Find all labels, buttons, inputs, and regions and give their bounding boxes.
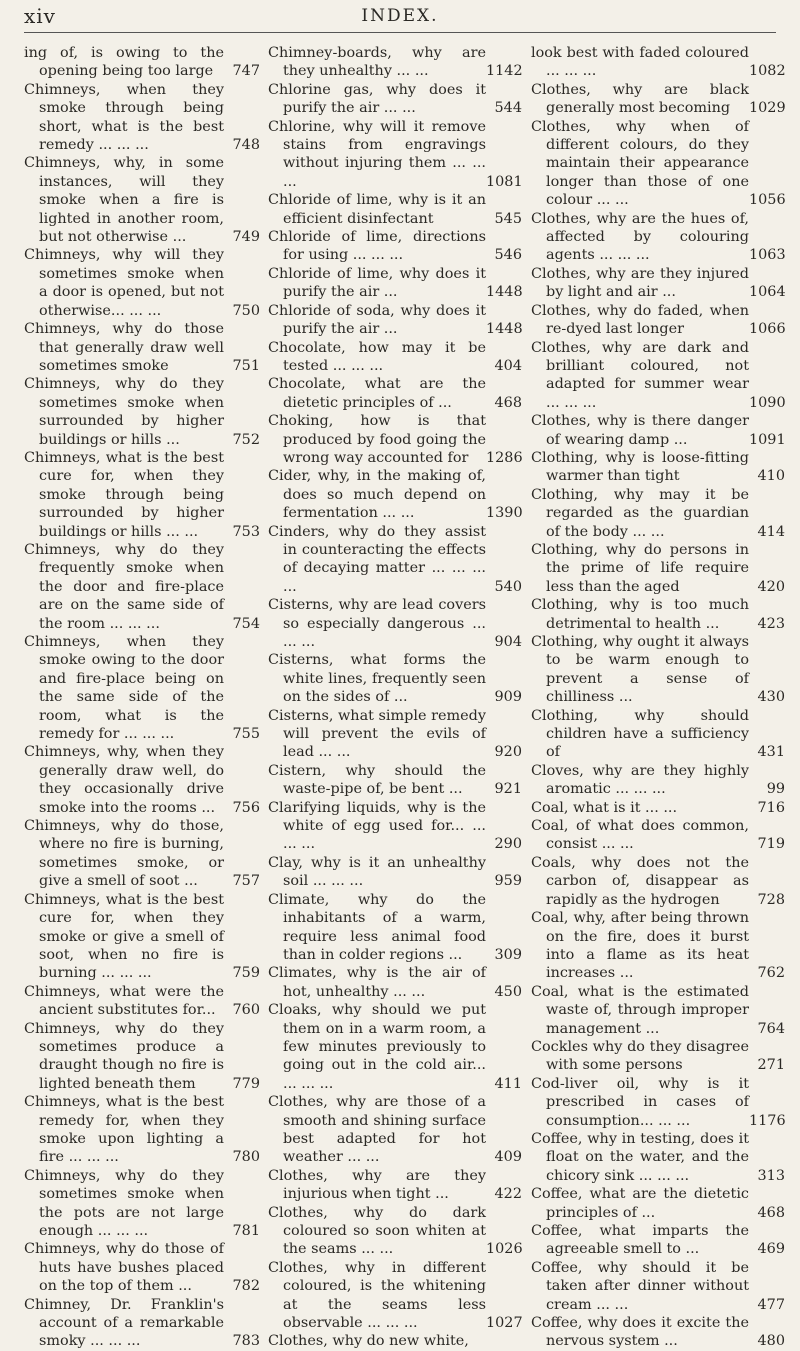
- entry-page-number: 1448: [486, 284, 523, 301]
- entry-page-number: 404: [494, 357, 522, 374]
- entry-text: Chimneys, why do those of huts have bushes placed on the top of them ...: [24, 1241, 224, 1295]
- index-entry: [268, 375, 522, 412]
- page-header: [24, 2, 776, 33]
- entry-text: Chloride of lime, why is it an efficient disinfectant: [268, 192, 486, 227]
- entry-text: Cloves, why are they highly aromatic ... ... ...: [531, 762, 749, 798]
- index-entry: [268, 1259, 522, 1333]
- index-entry: [24, 633, 260, 743]
- entry-page-number: 410: [757, 468, 785, 485]
- index-entry: [268, 762, 522, 799]
- running-head: INDEX.: [361, 6, 439, 26]
- index-entry: [531, 81, 785, 118]
- index-entry: [268, 596, 522, 651]
- entry-text: Cisterns, what forms the white lines, frequently seen on the sides of ...: [268, 652, 486, 706]
- entry-page-number: 754: [232, 615, 260, 632]
- entry-page-number: 1029: [749, 100, 786, 117]
- entry-page-number: 750: [232, 302, 260, 319]
- index-entry: [268, 302, 522, 339]
- entry-page-number: 540: [494, 578, 522, 595]
- index-entry: [24, 743, 260, 817]
- entry-page-number: 757: [232, 873, 260, 890]
- entry-text: Chloride of lime, directions for using ... ... ...: [268, 229, 486, 264]
- index-entry: [24, 375, 260, 449]
- index-entry: [531, 633, 785, 707]
- entry-page-number: 760: [232, 1002, 260, 1019]
- entry-page-number: 781: [232, 1223, 260, 1239]
- entry-page-number: 959: [494, 873, 522, 890]
- entry-text: Chimneys, why do those that generally draw well sometimes smoke: [24, 321, 224, 374]
- entry-text: Clothes, why do new white,: [268, 1333, 469, 1350]
- entry-text: Coal, why, after being thrown on the fire, does it burst into a flame as its heat increases ...: [531, 910, 749, 982]
- entry-text: Chimneys, what is the best cure for, when they smoke or give a smell of soot, when no fire is burning ... ... ...: [24, 891, 224, 982]
- entry-text: Choking, how is that produced by food going the wrong way accounted for: [268, 413, 486, 466]
- entry-text: Clothing, why ought it always to be warm enough to prevent a sense of chilliness ...: [531, 634, 749, 706]
- entry-text: Coffee, why should it be taken after dinner without cream ... ...: [531, 1259, 749, 1313]
- entry-text: Clothes, why do faded, when re-dyed last longer: [531, 302, 749, 338]
- entry-text: Clothing, why do persons in the prime of life require less than the aged: [531, 541, 749, 595]
- entry-text: Chimneys, why do those, where no fire is burning, sometimes smoke, or give a smell of soot ...: [24, 818, 224, 890]
- index-entry: [268, 964, 522, 1001]
- entry-page-number: 468: [494, 394, 522, 411]
- index-entry: [24, 1167, 260, 1241]
- entry-page-number: 1056: [749, 192, 786, 209]
- entry-text: ing of, is owing to the opening being too large: [24, 45, 224, 80]
- index-entry: [531, 412, 785, 449]
- entry-text: Climates, why is the air of hot, unhealthy ... ...: [268, 965, 486, 1000]
- entry-text: Coffee, why does it excite the nervous system ...: [531, 1315, 749, 1350]
- entry-text: Chimneys, what were the ancient substitutes for...: [24, 983, 224, 1019]
- entry-page-number: 752: [232, 431, 260, 448]
- entry-page-number: 469: [757, 1241, 785, 1258]
- entry-page-number: 759: [232, 965, 260, 982]
- entry-page-number: 1091: [749, 431, 786, 448]
- index-entry: [531, 854, 785, 909]
- index-entry: [268, 1204, 522, 1259]
- entry-page-number: 414: [757, 523, 785, 540]
- index-entry: [268, 1332, 522, 1350]
- index-entry: [268, 44, 522, 81]
- entry-text: Chlorine, why will it remove stains from engravings without injuring them ... ... ...: [268, 118, 486, 190]
- entry-page-number: 921: [494, 781, 522, 798]
- entry-page-number: 423: [757, 615, 785, 632]
- entry-page-number: 480: [757, 1333, 785, 1350]
- entry-page-number: 728: [757, 891, 785, 908]
- index-entry: [531, 596, 785, 633]
- entry-text: Chocolate, what are the dietetic principles of ...: [268, 376, 486, 411]
- index-entry: [24, 246, 260, 320]
- entry-page-number: 1082: [749, 63, 786, 80]
- entry-page-number: 544: [494, 100, 522, 117]
- entry-text: Chloride of soda, why does it purify the air ...: [268, 302, 486, 338]
- entry-page-number: 755: [232, 726, 260, 743]
- entry-page-number: 1027: [486, 1315, 523, 1332]
- index-entry: [24, 891, 260, 983]
- entry-text: Clothing, why may it be regarded as the guardian of the body ... ...: [531, 486, 749, 540]
- entry-page-number: 422: [494, 1186, 522, 1203]
- index-entry: [24, 1296, 260, 1351]
- entry-page-number: 1081: [486, 173, 523, 190]
- index-entry: [24, 541, 260, 633]
- index-column-3: [531, 44, 786, 1350]
- entry-text: Chocolate, how may it be tested ... ... ...: [268, 339, 486, 374]
- index-entry: [531, 44, 785, 81]
- index-entry: [531, 1130, 785, 1185]
- index-entry: [531, 265, 785, 302]
- entry-text: Clothing, why is loose-fitting warmer than tight: [531, 449, 749, 485]
- entry-text: Cisterns, why are lead covers so especially dangerous ... ... ...: [268, 597, 486, 650]
- index-entry: [24, 1093, 260, 1167]
- index-entry: [268, 651, 522, 706]
- index-entry: [24, 320, 260, 375]
- entry-page-number: 420: [757, 578, 785, 595]
- entry-text: Chimney-boards, why are they unhealthy ... ...: [268, 45, 486, 80]
- index-entry: [531, 1038, 785, 1075]
- entry-text: look best with faded coloured ... ... ...: [531, 45, 749, 80]
- entry-page-number: 1064: [749, 284, 786, 301]
- entry-text: Chimneys, why, when they generally draw well, do they occasionally drive smoke into the rooms ...: [24, 744, 224, 816]
- index-entry: [531, 983, 785, 1038]
- entry-text: Coal, what is it ... ...: [531, 799, 678, 816]
- entry-page-number: 468: [757, 1204, 785, 1221]
- index-entry: [531, 1314, 785, 1351]
- index-entry: [531, 210, 785, 265]
- entry-text: Coffee, what imparts the agreeable smell to ...: [531, 1223, 749, 1258]
- entry-page-number: 753: [232, 523, 260, 540]
- entry-text: Chimneys, why do they frequently smoke when the door and fire-place are on the same side of the room ... ... ...: [24, 541, 224, 632]
- entry-page-number: 99: [766, 781, 785, 798]
- index-entry: [531, 1222, 785, 1259]
- entry-page-number: 748: [232, 137, 260, 154]
- entry-text: Cistern, why should the waste-pipe of, be bent ...: [268, 762, 486, 798]
- index-entry: [24, 449, 260, 541]
- index-entry: [531, 1075, 785, 1130]
- entry-text: Chimneys, why will they sometimes smoke when a door is opened, but not otherwise... ... ...: [24, 247, 224, 319]
- entry-page-number: 751: [232, 357, 260, 374]
- index-entry: [531, 339, 785, 413]
- index-entry: [268, 854, 522, 891]
- entry-text: Clothes, why are dark and brilliant coloured, not adapted for summer wear ... ... ...: [531, 339, 749, 411]
- index-column-2: [268, 44, 523, 1350]
- index-entry: [268, 118, 522, 192]
- entry-page-number: 411: [494, 1075, 522, 1092]
- page-number: xiv: [24, 4, 56, 28]
- entry-text: Cider, why, in the making of, does so much depend on fermentation ... ...: [268, 468, 486, 522]
- entry-text: Clay, why is it an unhealthy soil ... ... ...: [268, 854, 486, 890]
- entry-text: Clothes, why do dark coloured so soon whiten at the seams ... ...: [268, 1204, 486, 1258]
- index-entry: [268, 1001, 522, 1093]
- index-entry: [268, 891, 522, 965]
- entry-page-number: 719: [757, 836, 785, 853]
- index-entry: [24, 1020, 260, 1094]
- entry-page-number: 1090: [749, 394, 786, 411]
- index-entry: [531, 909, 785, 983]
- entry-text: Clothes, why are they injured by light and air ...: [531, 265, 749, 301]
- entry-text: Clothing, why is too much detrimental to health ...: [531, 597, 749, 632]
- entry-text: Clothes, why are those of a smooth and shining surface best adapted for hot weather ... ...: [268, 1094, 486, 1166]
- entry-page-number: 920: [494, 744, 522, 761]
- index-entry: [268, 191, 522, 228]
- entry-page-number: 1448: [486, 321, 523, 338]
- index-entry: [531, 541, 785, 596]
- entry-page-number: 780: [232, 1149, 260, 1166]
- entry-page-number: 431: [757, 744, 785, 761]
- entry-text: Clothes, why are the hues of, affected by colouring agents ... ... ...: [531, 210, 749, 264]
- entry-page-number: 1286: [486, 449, 523, 466]
- entry-text: Clothes, why is there danger of wearing damp ...: [531, 413, 749, 448]
- entry-page-number: 450: [494, 983, 522, 1000]
- entry-page-number: 290: [494, 836, 522, 853]
- entry-text: Clothes, why are they injurious when tight ...: [268, 1167, 486, 1203]
- index-entry: [268, 81, 522, 118]
- index-column-1: [24, 44, 260, 1350]
- entry-text: Cockles why do they disagree with some persons: [531, 1038, 749, 1074]
- entry-page-number: 1066: [749, 321, 786, 338]
- entry-text: Clothes, why in different coloured, is the whitening at the seams less observable ... ... ...: [268, 1259, 486, 1332]
- entry-text: Chimneys, when they smoke owing to the door and fire-place being on the same side of the room, what is the remedy for ... ... ...: [24, 634, 224, 743]
- entry-text: Clothes, why are black generally most becoming: [531, 81, 749, 117]
- entry-text: Coal, of what does common, consist ... ...: [531, 818, 749, 853]
- index-entry: [268, 467, 522, 522]
- index-entry: [268, 412, 522, 467]
- index-entry: [24, 44, 260, 81]
- entry-page-number: 904: [494, 634, 522, 650]
- entry-text: Chimneys, what is the best cure for, when they smoke through being surrounded by higher buildings or hills ... ...: [24, 449, 224, 540]
- index-entry: [268, 707, 522, 762]
- index-entry: [24, 1240, 260, 1295]
- entry-text: Chimneys, why do they sometimes smoke when the pots are not large enough ... ... ...: [24, 1167, 224, 1239]
- index-entry: [24, 81, 260, 155]
- entry-page-number: 747: [232, 63, 260, 80]
- entry-page-number: 783: [232, 1333, 260, 1350]
- entry-text: Cod-liver oil, why is it prescribed in cases of consumption... ... ...: [531, 1075, 749, 1129]
- index-entry: [531, 817, 785, 854]
- entry-text: Cisterns, what simple remedy will prevent the evils of lead ... ...: [268, 707, 486, 761]
- index-entry: [268, 1167, 522, 1204]
- index-entry: [531, 118, 785, 210]
- index-entry: [24, 983, 260, 1020]
- entry-text: Chimneys, why, in some instances, will they smoke when a fire is lighted in another room, but not otherwise ...: [24, 155, 224, 246]
- entry-text: Coffee, why in testing, does it float on the water, and the chicory sink ... ... ...: [531, 1130, 749, 1184]
- entry-page-number: 782: [232, 1278, 260, 1295]
- entry-page-number: 1390: [486, 505, 523, 522]
- index-entry: [531, 762, 785, 799]
- index-entry: [268, 799, 522, 854]
- entry-text: Coffee, what are the dietetic principles of ...: [531, 1186, 749, 1221]
- entry-page-number: 271: [757, 1057, 785, 1074]
- entry-text: Clothes, why when of different colours, do they maintain their appearance longer than those of one colour ... ...: [531, 118, 749, 209]
- entry-text: Climate, why do the inhabitants of a warm, require less animal food than in colder regions ...: [268, 891, 486, 963]
- entry-text: Clothing, why should children have a sufficiency of: [531, 707, 749, 761]
- index-entry: [268, 339, 522, 376]
- entry-page-number: 477: [757, 1296, 785, 1313]
- entry-page-number: 545: [494, 210, 522, 227]
- index-entry: [531, 486, 785, 541]
- index-entry: [24, 154, 260, 246]
- entry-page-number: 1176: [749, 1112, 786, 1129]
- index-entry: [268, 1093, 522, 1167]
- entry-page-number: 779: [232, 1075, 260, 1092]
- index-entry: [531, 302, 785, 339]
- entry-page-number: 764: [757, 1020, 785, 1037]
- entry-text: Chimney, Dr. Franklin's account of a remarkable smoky ... ... ...: [24, 1296, 224, 1350]
- index-entry: [531, 449, 785, 486]
- entry-text: Clarifying liquids, why is the white of egg used for... ... ... ...: [268, 799, 486, 853]
- entry-text: Chlorine gas, why does it purify the air ... ...: [268, 81, 486, 117]
- index-entry: [24, 817, 260, 891]
- index-entry: [531, 707, 785, 762]
- entry-text: Coal, what is the estimated waste of, through improper management ...: [531, 983, 749, 1037]
- index-entry: [268, 523, 522, 597]
- entry-page-number: 1063: [749, 247, 786, 264]
- entry-text: Chimneys, when they smoke through being short, what is the best remedy ... ... ...: [24, 81, 224, 154]
- entry-text: Chimneys, what is the best remedy for, when they smoke upon lighting a fire ... ... ...: [24, 1094, 224, 1166]
- entry-page-number: 716: [757, 799, 785, 816]
- entry-page-number: 1026: [486, 1241, 523, 1258]
- index-entry: [268, 265, 522, 302]
- entry-text: Cloaks, why should we put them on in a warm room, a few minutes previously to going out in the cold air... ... ... ...: [268, 1002, 486, 1092]
- entry-page-number: 409: [494, 1149, 522, 1166]
- entry-page-number: 430: [757, 689, 785, 706]
- index-entry: [268, 228, 522, 265]
- index-entry: [531, 799, 785, 817]
- entry-page-number: 313: [757, 1167, 785, 1184]
- entry-page-number: 749: [232, 229, 260, 246]
- entry-text: Coals, why does not the carbon of, disappear as rapidly as the hydrogen: [531, 854, 749, 908]
- entry-text: Chimneys, why do they sometimes produce a draught though no fire is lighted beneath them: [24, 1020, 224, 1092]
- entry-text: Cinders, why do they assist in counteracting the effects of decaying matter ... ... ... ...: [268, 523, 486, 595]
- entry-page-number: 546: [494, 247, 522, 264]
- index-entry: [531, 1185, 785, 1222]
- entry-page-number: 909: [494, 689, 522, 706]
- entry-page-number: 1142: [486, 63, 523, 80]
- entry-page-number: 309: [494, 946, 522, 963]
- entry-page-number: 762: [757, 965, 785, 982]
- entry-text: Chloride of lime, why does it purify the air ...: [268, 265, 486, 301]
- index-entry: [531, 1259, 785, 1314]
- entry-page-number: 756: [232, 799, 260, 816]
- entry-text: Chimneys, why do they sometimes smoke when surrounded by higher buildings or hills ...: [24, 376, 224, 448]
